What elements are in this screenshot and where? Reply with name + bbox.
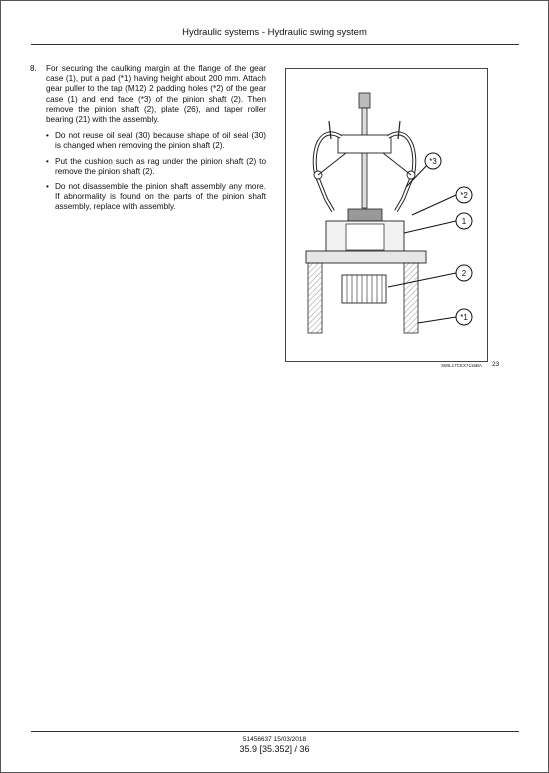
page-header-title: Hydraulic systems - Hydraulic swing system (182, 27, 367, 38)
step-note (46, 131, 266, 151)
footer-page-number: 35.9 [35.352] / 36 (239, 744, 310, 754)
gear-case-flange (306, 251, 426, 263)
puller-screw (362, 108, 367, 208)
callout-label: 1 (461, 217, 467, 226)
callout-label: *1 (460, 313, 468, 322)
note-text: Do not disassemble the pinion shaft assembly any more. If abnormality is found on the parts of the pinion shaft assembly, replace with assembly. (55, 182, 266, 212)
header-rule (31, 44, 519, 45)
figure-number: 23 (492, 361, 500, 368)
pinion-shaft (342, 275, 386, 303)
procedure-step (30, 64, 266, 218)
note-text: Do not reuse oil seal (30) because shape of oil seal (30) is changed when removing the pinion shaft (2). (55, 131, 266, 151)
figure-code: SMIL17CEX7115BA (441, 363, 482, 368)
step-note (46, 182, 266, 213)
pinion-gear-top (348, 209, 382, 221)
callout-label: 2 (461, 269, 467, 278)
step-text: For securing the caulking margin at the flange of the gear case (1), put a pad (*1) having height about 200 mm. Attach gear puller to the tap (M12) 2 padding holes (*2) of the gear case (1) and end face (*3) of the pinion shaft (2). Then remove the pinion shaft (2), plate (26), and taper roller bearing (21) with the assembly. (46, 64, 266, 125)
step-notes (46, 131, 266, 212)
support-pad-right (404, 263, 418, 333)
footer-rule (31, 731, 519, 732)
technical-illustration (285, 68, 488, 362)
gear-puller-drawing (286, 69, 489, 363)
screw-nut (359, 93, 370, 108)
footer-doc-reference: 51456637 15/03/2018 (242, 736, 307, 743)
step-note (46, 157, 266, 177)
bullet-marker: • (46, 131, 49, 141)
support-pad-left (308, 263, 322, 333)
callout-label: *2 (460, 191, 468, 200)
callout-label: *3 (429, 157, 437, 166)
bullet-marker: • (46, 182, 49, 192)
bullet-marker: • (46, 156, 49, 166)
puller-crossbar (338, 135, 391, 153)
step-number: 8. (30, 64, 37, 73)
note-text: Put the cushion such as rag under the pinion shaft (2) to remove the pinion shaft (2). (55, 156, 266, 176)
